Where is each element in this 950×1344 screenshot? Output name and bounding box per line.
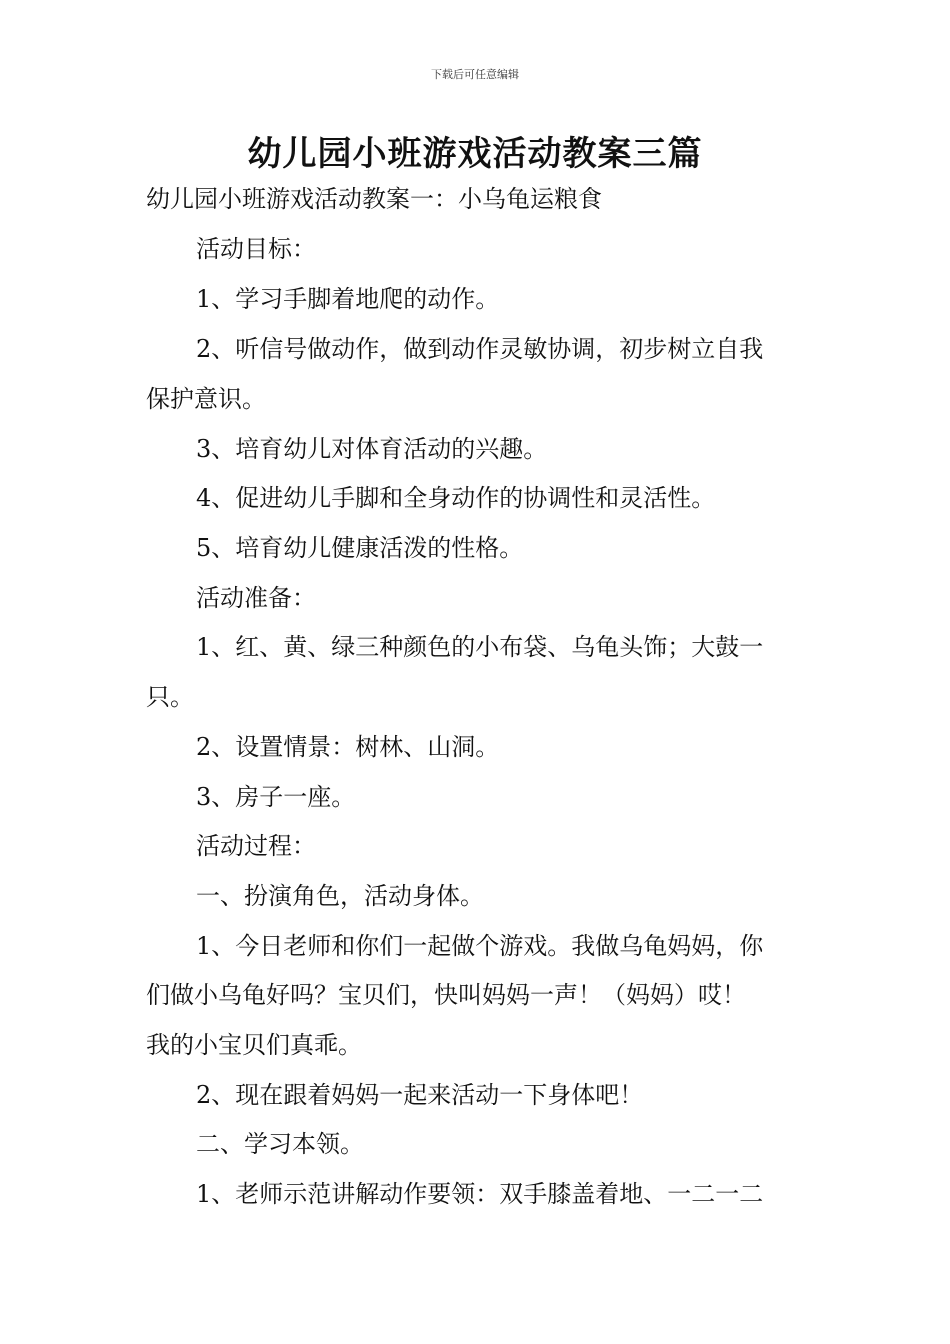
paragraph-line: 1、老师示范讲解动作要领：双手膝盖着地、一二一二 — [196, 1180, 764, 1208]
paragraph-line: 3、培育幼儿对体育活动的兴趣。 — [196, 435, 548, 463]
document-title: 幼儿园小班游戏活动教案三篇 — [247, 134, 703, 174]
paragraph-line: 二、学习本领。 — [196, 1130, 364, 1158]
paragraph-line: 1、今日老师和你们一起做个游戏。我做乌龟妈妈，你 — [196, 932, 764, 960]
page-header-note: 下载后可任意编辑 — [431, 68, 519, 81]
paragraph-line: 保护意识。 — [146, 385, 266, 413]
paragraph-line: 活动过程： — [196, 832, 316, 860]
paragraph-line: 4、促进幼儿手脚和全身动作的协调性和灵活性。 — [196, 484, 716, 512]
paragraph-line: 活动目标： — [196, 235, 316, 263]
paragraph-line: 2、听信号做动作，做到动作灵敏协调，初步树立自我 — [196, 335, 764, 363]
paragraph-line: 2、设置情景：树林、山洞。 — [196, 733, 500, 761]
paragraph-line: 5、培育幼儿健康活泼的性格。 — [196, 534, 524, 562]
paragraph-line: 3、房子一座。 — [196, 783, 356, 811]
paragraph-line: 一、扮演角色，活动身体。 — [196, 882, 484, 910]
paragraph-line: 1、学习手脚着地爬的动作。 — [196, 285, 500, 313]
paragraph-line: 我的小宝贝们真乖。 — [146, 1031, 362, 1059]
paragraph-line: 只。 — [146, 683, 194, 711]
section-heading: 幼儿园小班游戏活动教案一：小乌龟运粮食 — [146, 185, 602, 213]
paragraph-line: 活动准备： — [196, 584, 316, 612]
paragraph-line: 1、红、黄、绿三种颜色的小布袋、乌龟头饰；大鼓一 — [196, 633, 764, 661]
paragraph-line: 2、现在跟着妈妈一起来活动一下身体吧！ — [196, 1081, 644, 1109]
paragraph-line: 们做小乌龟好吗？宝贝们，快叫妈妈一声！（妈妈）哎！ — [146, 981, 746, 1009]
